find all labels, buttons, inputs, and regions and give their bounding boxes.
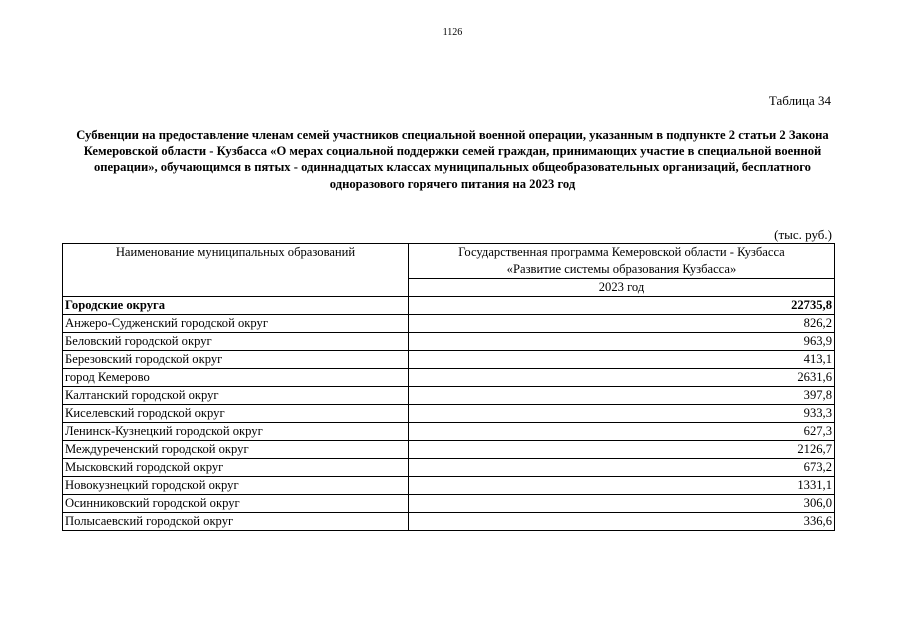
table-row <box>63 423 835 441</box>
subvention-value: 397,8 <box>409 387 835 405</box>
group-row <box>63 297 835 315</box>
table-row <box>63 351 835 369</box>
header-row <box>63 244 835 279</box>
table-row <box>63 495 835 513</box>
table-row <box>63 405 835 423</box>
header-program-line2: «Развитие системы образования Кузбасса» <box>506 262 737 276</box>
table-row <box>63 513 835 531</box>
subvention-value: 673,2 <box>409 459 835 477</box>
municipality-name: Киселевский городской округ <box>63 405 409 423</box>
group-value: 22735,8 <box>409 297 835 315</box>
units-label: (тыс. руб.) <box>774 227 832 242</box>
municipality-name: Осинниковский городской округ <box>63 495 409 513</box>
table-row <box>63 441 835 459</box>
table-row <box>63 369 835 387</box>
header-year: 2023 год <box>409 279 835 297</box>
table-caption: Таблица 34 <box>768 93 831 108</box>
municipality-name: Междуреченский городской округ <box>63 441 409 459</box>
subvention-table <box>62 243 835 531</box>
table-row <box>63 387 835 405</box>
table-row <box>63 477 835 495</box>
table-row <box>63 333 835 351</box>
subvention-value: 2126,7 <box>409 441 835 459</box>
municipality-name: Новокузнецкий городской округ <box>63 477 409 495</box>
subvention-value: 627,3 <box>409 423 835 441</box>
municipality-name: Беловский городской округ <box>63 333 409 351</box>
municipality-name: Мысковский городской округ <box>63 459 409 477</box>
subvention-value: 1331,1 <box>409 477 835 495</box>
subvention-value: 306,0 <box>409 495 835 513</box>
subvention-value: 826,2 <box>409 315 835 333</box>
page-number: 1126 <box>442 27 463 38</box>
document-title: Субвенции на предоставление членам семей участников специальной военной операции, указанным в подпункте 2 статьи 2 Закона Кемеровской области - Кузбасса «О мерах социальной поддержки семей граждан, принимающих участие в специальной военной операции», обучающимся в пятых - одиннадцатых классах муниципальных общеобразовательных организаций, бесплатного одноразового горячего питания на 2023 год <box>76 128 829 191</box>
subvention-value: 963,9 <box>409 333 835 351</box>
subvention-value: 933,3 <box>409 405 835 423</box>
table-row <box>63 459 835 477</box>
header-municipality: Наименование муниципальных образований <box>63 244 409 297</box>
municipality-name: Калтанский городской округ <box>63 387 409 405</box>
subvention-value: 2631,6 <box>409 369 835 387</box>
table-row <box>63 315 835 333</box>
municipality-name: Ленинск-Кузнецкий городской округ <box>63 423 409 441</box>
municipality-name: город Кемерово <box>63 369 409 387</box>
header-program <box>409 244 835 279</box>
municipality-name: Березовский городской округ <box>63 351 409 369</box>
subvention-value: 413,1 <box>409 351 835 369</box>
group-name: Городские округа <box>63 297 409 315</box>
header-program-line1: Государственная программа Кемеровской области - Кузбасса <box>458 245 785 259</box>
subvention-value: 336,6 <box>409 513 835 531</box>
municipality-name: Анжеро-Судженский городской округ <box>63 315 409 333</box>
municipality-name: Полысаевский городской округ <box>63 513 409 531</box>
